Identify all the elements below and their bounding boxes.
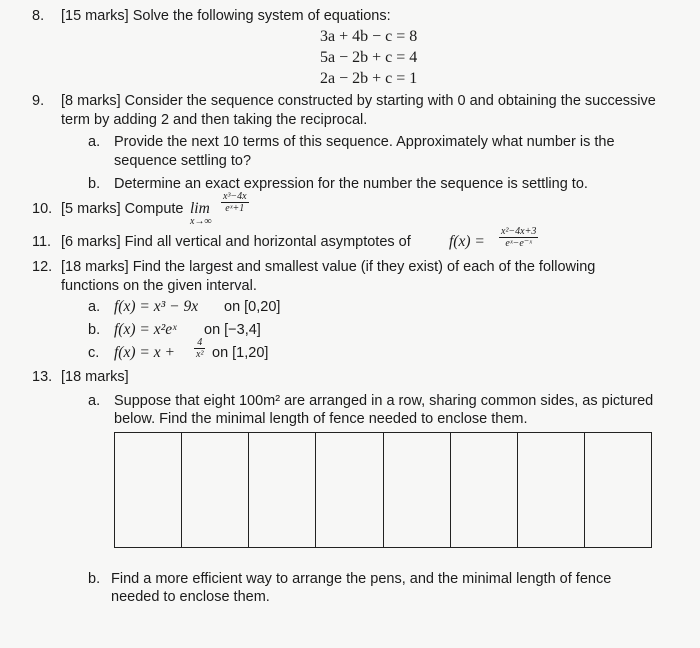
q13b-line2: needed to enclose them. xyxy=(111,589,270,605)
q12-line1: [18 marks] Find the largest and smallest value (if they exist) of each of the following xyxy=(61,259,596,275)
q10-number: 10. xyxy=(32,201,53,217)
q13-number: 13. xyxy=(32,369,53,385)
q10-lim: lim xyxy=(190,200,210,217)
q10-text: [5 marks] Compute xyxy=(61,201,184,217)
pen-cell xyxy=(316,433,383,547)
q12c-label: c. xyxy=(88,345,100,361)
q11-number: 11. xyxy=(32,234,52,250)
q13b-line1: Find a more efficient way to arrange the pens, and the minimal length of fence xyxy=(111,571,612,587)
q10-denominator: eˣ+1 xyxy=(225,203,245,214)
q9-number: 9. xyxy=(32,93,45,109)
q9b-text: Determine an exact expression for the number the sequence is settling to. xyxy=(114,176,588,192)
q13-text: [18 marks] xyxy=(61,369,129,385)
q9a-label: a. xyxy=(88,134,101,150)
q12-number: 12. xyxy=(32,259,53,275)
q12a-interval: on [0,20] xyxy=(224,299,281,315)
q11-denominator: eˣ−e⁻ˣ xyxy=(505,238,532,249)
q12c-interval: on [1,20] xyxy=(212,345,269,361)
q12b-interval: on [−3,4] xyxy=(204,322,261,338)
equation-1: 3a + 4b − c = 8 xyxy=(320,28,418,45)
pens-diagram xyxy=(114,432,652,548)
q9-line1: [8 marks] Consider the sequence constructed by starting with 0 and obtaining the successive xyxy=(61,93,656,109)
q12-line2: functions on the given interval. xyxy=(61,278,257,294)
q12c-numerator: 4 xyxy=(194,337,205,349)
q12b-expression: f(x) = x²eˣ xyxy=(114,321,177,338)
pen-cell xyxy=(384,433,451,547)
q13a-line1: Suppose that eight 100m² are arranged in a row, sharing common sides, as pictured xyxy=(114,393,654,409)
q9a-line1: Provide the next 10 terms of this sequence. Approximately what number is the xyxy=(114,134,615,150)
q13a-line2: below. Find the minimal length of fence needed to enclose them. xyxy=(114,411,528,427)
pen-cell xyxy=(585,433,651,547)
q12c-fraction xyxy=(192,337,207,360)
q11-numerator: x²−4x+3 xyxy=(501,226,537,237)
q10-fraction xyxy=(219,191,251,214)
q11-text: [6 marks] Find all vertical and horizontal asymptotes of xyxy=(61,234,411,250)
q12a-expression: f(x) = x³ − 9x xyxy=(114,298,199,315)
q12a-label: a. xyxy=(88,299,101,315)
q12c-denominator: x² xyxy=(196,349,204,360)
q9a-line2: sequence settling to? xyxy=(114,153,252,169)
pen-cell xyxy=(182,433,249,547)
q9b-label: b. xyxy=(88,176,101,192)
q9-line2: term by adding 2 and then taking the reciprocal. xyxy=(61,112,368,128)
q11-function: f(x) = xyxy=(449,233,485,250)
q11-fraction xyxy=(497,226,540,249)
q12c-expression: f(x) = x + xyxy=(114,344,175,361)
q13b-label: b. xyxy=(88,571,101,587)
q13a-label: a. xyxy=(88,393,101,409)
q10-numerator: x³−4x xyxy=(223,191,247,202)
pen-cell xyxy=(115,433,182,547)
q8-number: 8. xyxy=(32,8,45,24)
equation-2: 5a − 2b + c = 4 xyxy=(320,49,418,66)
pen-cell xyxy=(451,433,518,547)
equation-3: 2a − 2b + c = 1 xyxy=(320,70,418,87)
q12b-label: b. xyxy=(88,322,101,338)
q8-text: [15 marks] Solve the following system of equations: xyxy=(61,8,391,24)
q10-lim-subscript: x→∞ xyxy=(190,216,212,227)
pen-cell xyxy=(518,433,585,547)
pen-cell xyxy=(249,433,316,547)
